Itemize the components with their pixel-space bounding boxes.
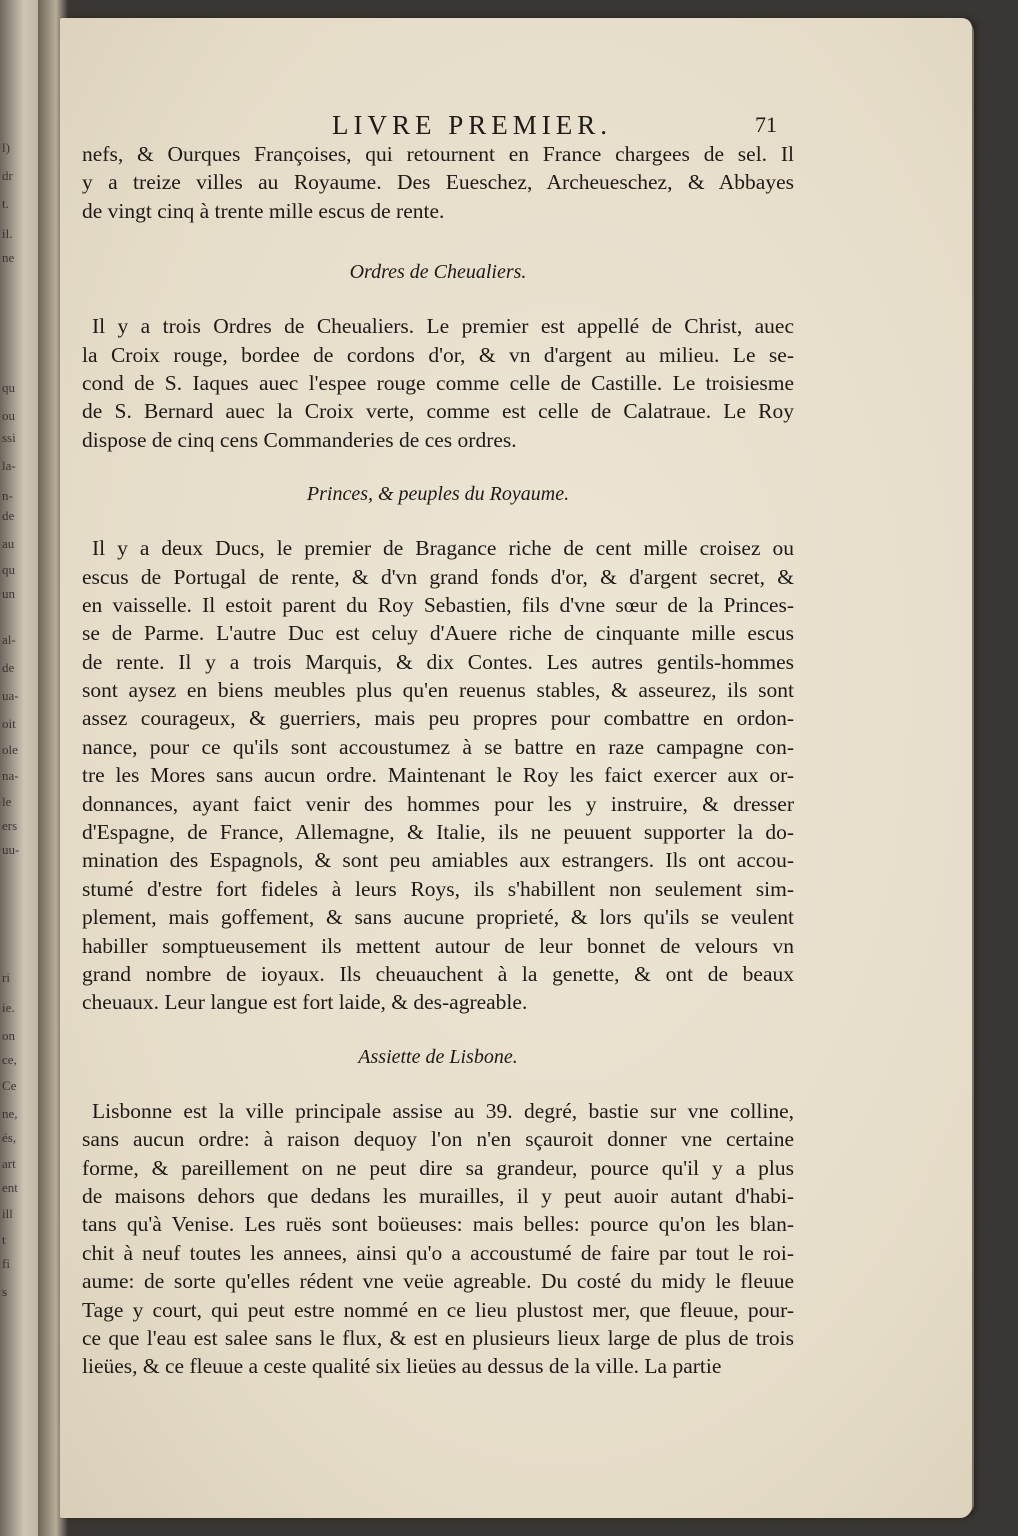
text-line: y a treize villes au Royaume. Des Eueschez, Archeueschez, & Abbayes bbox=[82, 170, 794, 195]
text-line: de rente. Il y a trois Marquis, & dix Contes. Les autres gentils-hommes bbox=[82, 649, 794, 674]
text-line: cond de S. Iaques auec l'espee rouge comme celle de Castille. Le troisiesme bbox=[82, 370, 794, 395]
text-line: Tage y court, qui peut estre nommé en ce lieu plustost mer, que fleuue, pour- bbox=[82, 1297, 794, 1322]
text-line: cheuaux. Leur langue est fort laide, & des-agreable. bbox=[82, 990, 528, 1015]
facing-page-fragment: art bbox=[2, 1156, 16, 1171]
facing-page-fragment: ri bbox=[2, 970, 10, 985]
text-line: de vingt cinq à trente mille escus de rente. bbox=[82, 198, 445, 223]
facing-page-fragment: dr bbox=[2, 168, 13, 183]
text-line: plement, mais goffement, & sans aucune proprieté, & lors qu'ils se veulent bbox=[82, 905, 794, 930]
text-line: Il y a trois Ordres de Cheualiers. Le premier est appellé de Christ, auec bbox=[92, 314, 794, 339]
facing-page-fragment: on bbox=[2, 1028, 15, 1043]
text-line: forme, & pareillement on ne peut dire sa grandeur, pource qu'il y a plus bbox=[82, 1155, 794, 1180]
text-line: sont aysez en biens meubles plus qu'en reuenus stables, & asseurez, ils sont bbox=[82, 678, 794, 703]
facing-page-fragment: de bbox=[2, 508, 15, 523]
facing-page-fragment: ou bbox=[2, 408, 15, 423]
text-line: nefs, & Ourques Françoises, qui retournent en France chargees de sel. Il bbox=[82, 142, 794, 166]
facing-page-fragment: de bbox=[2, 660, 15, 675]
facing-page-fragment: oit bbox=[2, 716, 16, 731]
text-section bbox=[82, 480, 794, 1017]
text-line: aume: de sorte qu'elles rédent vne veüe agreable. Du costé du midy le fleuue bbox=[82, 1269, 794, 1294]
text-line: sans aucun ordre: à raison dequoy l'on n'en sçauroit donner vne certaine bbox=[82, 1127, 794, 1152]
section-heading: Ordres de Cheualiers. bbox=[349, 261, 527, 284]
facing-page-fragment: t. bbox=[2, 196, 9, 211]
text-line: habiller somptueusement ils mettent autour de leur bonnet de velours vn bbox=[82, 933, 794, 958]
page-number: 71 bbox=[755, 112, 777, 137]
facing-page-fragment: s bbox=[2, 1284, 8, 1299]
facing-page-fragment: uu- bbox=[2, 842, 20, 857]
facing-page-fragment: n- bbox=[2, 488, 13, 503]
text-line: grand nombre de ioyaux. Ils cheuauchent à la genette, & ont de beaux bbox=[82, 961, 794, 986]
text-line: mination des Espagnols, & sont peu amiables aux estrangers. Ils ont accou- bbox=[82, 848, 794, 873]
text-line: tans qu'à Venise. Les ruës sont boüeuses: mais belles: pource qu'on les blan- bbox=[82, 1212, 794, 1237]
facing-page-fragment: t bbox=[2, 1232, 6, 1247]
facing-page-fragment: ent bbox=[2, 1180, 18, 1195]
facing-page-fragment: ce, bbox=[2, 1052, 17, 1067]
text-line: tre les Mores sans aucun ordre. Maintenant le Roy les faict exercer aux or- bbox=[82, 763, 794, 788]
section-heading: Princes, & peuples du Royaume. bbox=[306, 483, 570, 506]
facing-page-fragment: il. bbox=[2, 226, 13, 241]
facing-page-fragment: Ce bbox=[2, 1078, 17, 1093]
facing-page-fragment: ne, bbox=[2, 1106, 18, 1121]
text-line: donnances, ayant faict venir des hommes pour les y instruire, & dresser bbox=[82, 791, 794, 816]
facing-page-fragment: ie. bbox=[2, 1000, 15, 1015]
facing-page-fragment: és, bbox=[2, 1130, 17, 1145]
facing-page-fragment: ne bbox=[2, 250, 15, 265]
section-heading: Assiette de Lisbone. bbox=[358, 1045, 518, 1068]
facing-page-fragment: al- bbox=[2, 632, 16, 647]
text-line: se de Parme. L'autre Duc est celuy d'Auere riche de cinquante mille escus bbox=[82, 621, 794, 646]
text-line: Lisbonne est la ville principale assise au 39. degré, bastie sur vne colline, bbox=[92, 1098, 794, 1123]
text-line: Il y a deux Ducs, le premier de Bragance riche de cent mille croisez ou bbox=[92, 536, 794, 561]
facing-page-fragment: ssi bbox=[2, 430, 16, 445]
text-section bbox=[82, 258, 794, 454]
text-line: chit à neuf toutes les annees, ainsi qu'o a accoustumé de faire par tout le roi- bbox=[82, 1240, 794, 1265]
text-line: lieües, & ce fleuue a ceste qualité six lieües au dessus de la ville. La partie bbox=[82, 1354, 722, 1379]
facing-page-fragment: qu bbox=[2, 380, 15, 395]
facing-page-fragment: ua- bbox=[2, 688, 19, 703]
text-line: d'Espagne, de France, Allemagne, & Italie, ils ne peuuent supporter la do- bbox=[82, 820, 794, 845]
text-line: assez courageux, & guerriers, mais peu propres pour combattre en ordon- bbox=[82, 706, 794, 731]
text-line: de S. Bernard auec la Croix verte, comme est celle de Calatraue. Le Roy bbox=[82, 399, 794, 424]
facing-page-fragment: na- bbox=[2, 768, 19, 783]
facing-page-fragment: le bbox=[2, 794, 12, 809]
text-line: escus de Portugal de rente, & d'vn grand fonds d'or, & d'argent secret, & bbox=[82, 564, 794, 589]
facing-page-fragment: la- bbox=[2, 458, 16, 473]
book-page bbox=[60, 18, 972, 1518]
facing-page-fragment: au bbox=[2, 536, 15, 551]
text-line: ce que l'eau est salee sans le flux, & est en plusieurs lieux large de plus de trois bbox=[82, 1325, 794, 1350]
facing-page-fragment: l) bbox=[2, 140, 10, 155]
running-title: LIVRE PREMIER. bbox=[332, 110, 613, 140]
text-line: de maisons dehors que dedans les murailles, il y peut auoir autant d'habi- bbox=[82, 1183, 794, 1208]
facing-page-fragment: fi bbox=[2, 1256, 10, 1271]
facing-page-fragment: qu bbox=[2, 562, 15, 577]
text-section bbox=[82, 140, 794, 225]
text-line: la Croix rouge, bordee de cordons d'or, & vn d'argent au milieu. Le se- bbox=[82, 342, 794, 367]
text-block bbox=[82, 140, 794, 1381]
facing-page-fragment: un bbox=[2, 586, 15, 601]
text-line: nance, pour ce qu'ils sont accoustumez à se battre en raze campagne con- bbox=[82, 734, 794, 759]
text-line: stumé d'estre fort fideles à leurs Roys, ils s'habillent non seulement sim- bbox=[82, 876, 794, 901]
text-line: dispose de cinq cens Commanderies de ces ordres. bbox=[82, 427, 517, 452]
facing-page-fragment: ers bbox=[2, 818, 18, 833]
facing-page-fragment: ole bbox=[2, 742, 18, 757]
facing-page-fragment: ill bbox=[2, 1206, 13, 1221]
text-section bbox=[82, 1043, 794, 1381]
text-line: en vaisselle. Il estoit parent du Roy Sebastien, fils d'vne sœur de la Princes- bbox=[82, 592, 794, 617]
